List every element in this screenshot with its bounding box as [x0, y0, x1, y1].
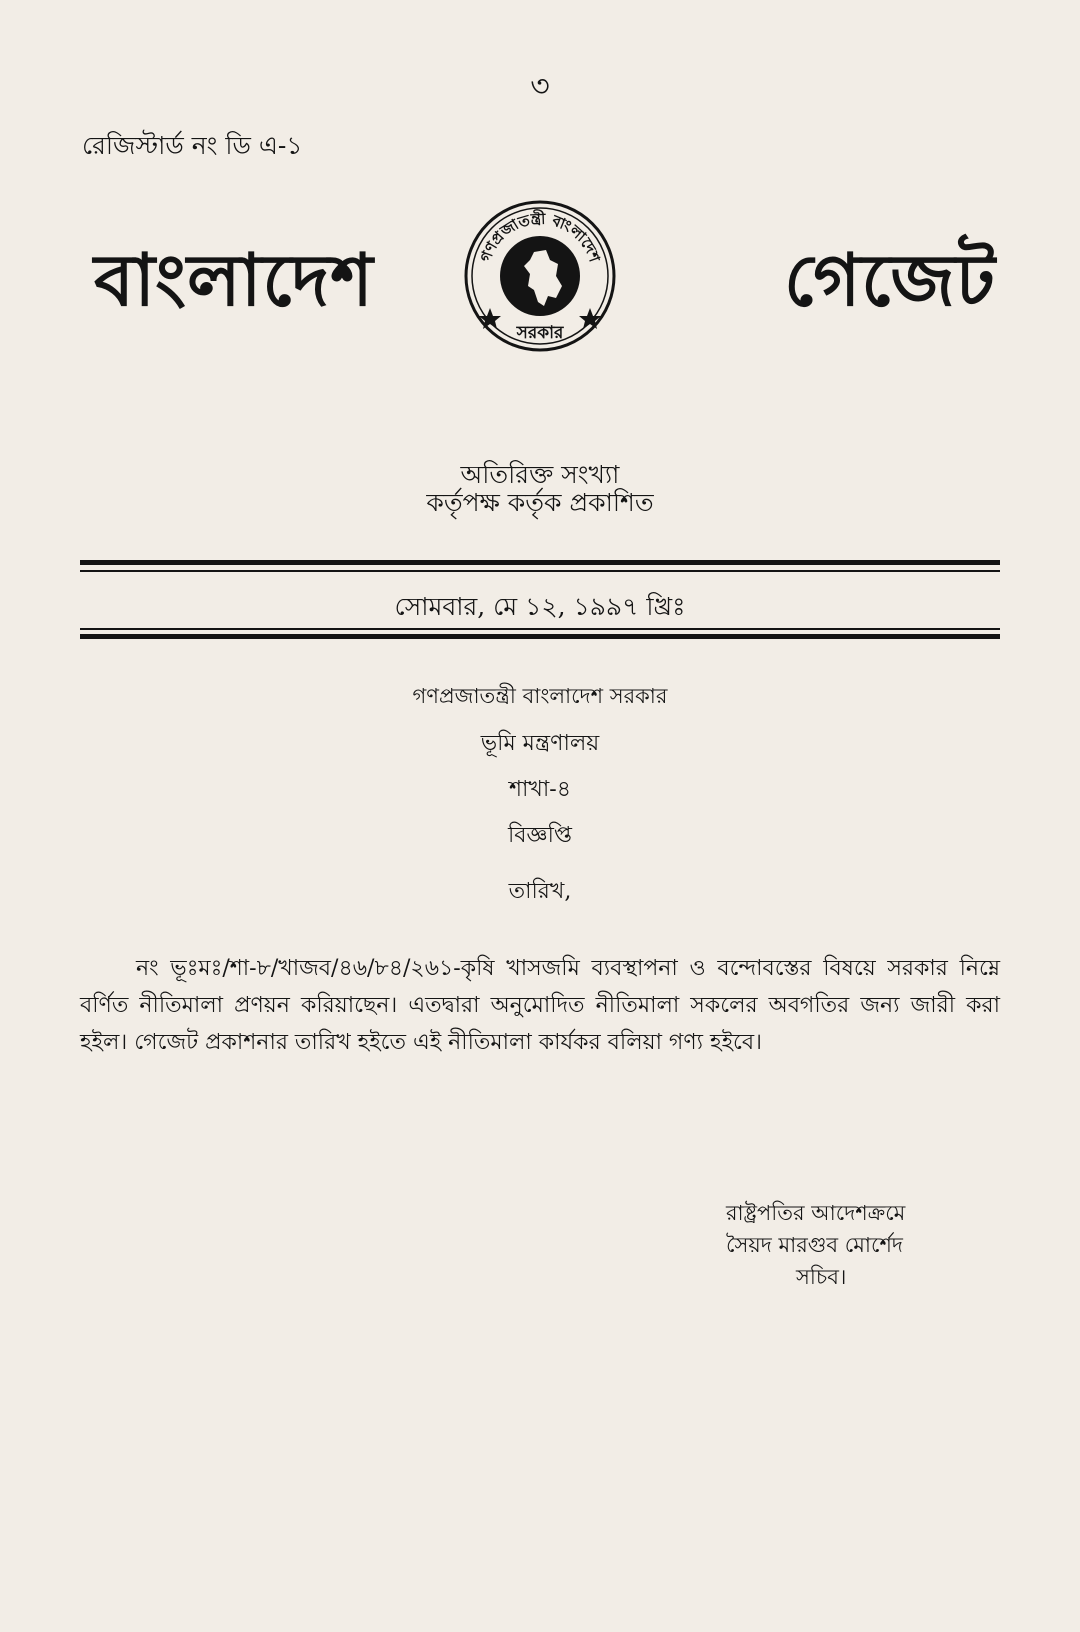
signatory-name: সৈয়দ মারগুব মোর্শেদ: [726, 1233, 903, 1257]
notification-body: নং ভূঃমঃ/শা-৮/খাজব/৪৬/৮৪/২৬১-কৃষি খাসজমি ব্যবস্থাপনা ও বন্দোবস্তের বিষয়ে সরকার নিম্নে বর্ণিত নীতিমালা প্রণয়ন করিয়াছেন। এতদ্বারা অনুমোদিত নীতিমালা সকলের অবগতির জন্য জারী করা হইল। গেজেট প্রকাশনার তারিখ হইতে এই নীতিমালা কার্যকর বলিয়া গণ্য হইবে।: [80, 956, 1000, 1055]
notification-heading: বিজ্ঞপ্তি: [508, 823, 572, 848]
masthead-title-left: বাংলাদেশ: [94, 237, 374, 322]
date-label: তারিখ,: [508, 879, 572, 904]
signatory-designation: সচিব।: [796, 1265, 847, 1289]
divider-top-thin: [80, 570, 1000, 572]
divider-bottom-thick: [80, 634, 1000, 639]
divider-bottom-thin: [80, 628, 1000, 630]
seal-ring-text: গণপ্রজাতন্ত্রী বাংলাদেশ: [476, 209, 604, 265]
government-name: গণপ্রজাতন্ত্রী বাংলাদেশ সরকার: [412, 684, 668, 708]
signature-block: [726, 1197, 905, 1293]
branch-name: শাখা-৪: [509, 777, 571, 802]
seal-icon: [460, 168, 620, 388]
government-seal-emblem: [460, 168, 620, 388]
ministry-name: ভূমি মন্ত্রণালয়: [480, 731, 600, 756]
extra-issue-label: অতিরিক্ত সংখ্যা: [460, 460, 620, 489]
by-order-line: রাষ্ট্রপতির আদেশক্রমে: [726, 1201, 906, 1225]
registered-number: রেজিস্টার্ড নং ডি এ-১: [82, 131, 303, 160]
divider-top-thick: [80, 560, 1000, 565]
masthead-title-right: গেজেট: [784, 237, 996, 322]
seal-bottom-text: সরকার: [516, 323, 564, 343]
published-by-label: কর্তৃপক্ষ কর্তৃক প্রকাশিত: [426, 488, 654, 517]
issue-date: সোমবার, মে ১২, ১৯৯৭ খ্রিঃ: [394, 592, 686, 621]
page-number: ৩: [530, 69, 550, 104]
